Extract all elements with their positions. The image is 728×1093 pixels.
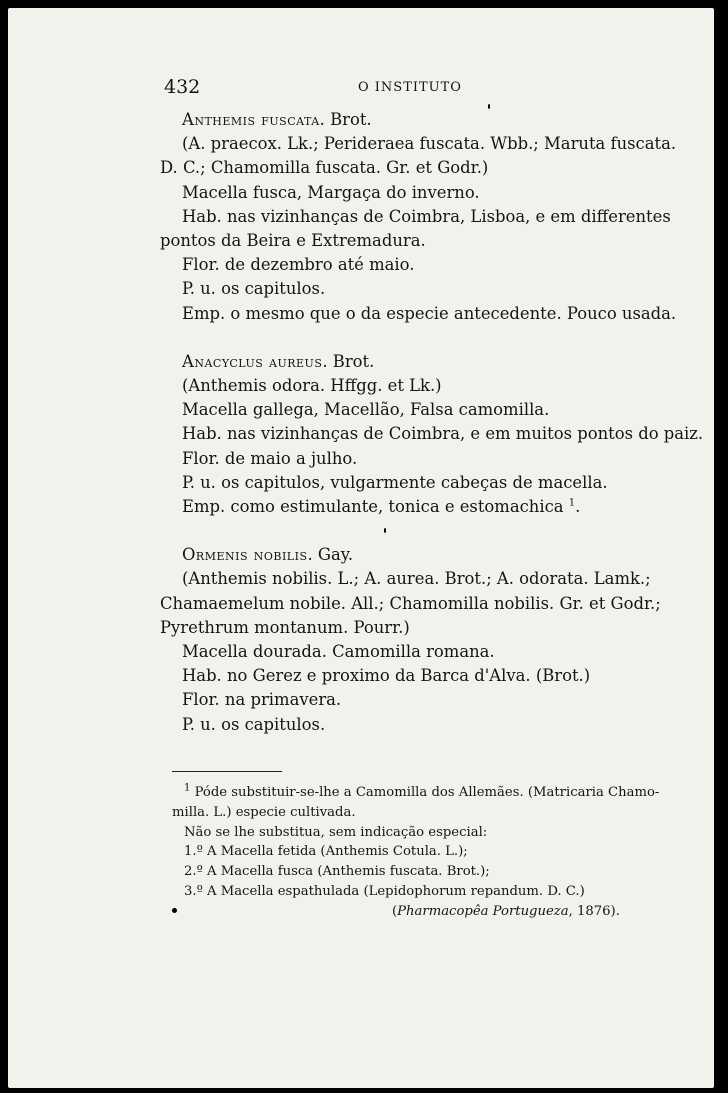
parts-used-line: P. u. os capitulos, vulgarmente cabeças de macella. <box>182 472 608 492</box>
flowering-line: Flor. na primavera. <box>182 690 342 710</box>
footnote-divider <box>172 771 282 772</box>
scan-speck <box>384 528 386 533</box>
footnote-line <box>172 782 660 803</box>
entry-heading <box>160 543 646 567</box>
species-name: Anthemis fuscata <box>182 110 320 129</box>
species-author: . Brot. <box>322 351 375 371</box>
footnote-item: 2.º A Macella fusca (Anthemis fuscata. Brot.); <box>184 864 490 880</box>
parts-used-line: P. u. os capitulos. <box>182 714 326 734</box>
footnotes <box>172 782 660 922</box>
habitat-line: Hab. nas vizinhanças de Coimbra, Lisboa, e em differentes <box>182 206 671 226</box>
source-year: , 1876). <box>568 903 620 919</box>
species-author: . Brot. <box>319 110 372 129</box>
footnote-item: 1.º A Macella fetida (Anthemis Cotula. L.); <box>184 844 468 860</box>
running-title: O INSTITUTO <box>358 80 462 95</box>
page-header <box>8 72 714 102</box>
source-title: Pharmacopêa Portugueza <box>397 903 569 919</box>
scan-speck <box>172 908 177 913</box>
species-name: Ormenis nobilis <box>182 545 308 565</box>
usage-line: Emp. o mesmo que o da especie antecedente. Pouco usada. <box>182 303 677 323</box>
common-names: Macella gallega, Macellão, Falsa camomilla. <box>182 400 550 420</box>
flowering-line: Flor. de maio a julho. <box>182 448 358 468</box>
footnote-line: milla. L.) especie cultivada. <box>172 804 356 820</box>
habitat-line: Hab. no Gerez e proximo da Barca d'Alva. (Brot.) <box>182 666 591 686</box>
usage-end: . <box>575 497 581 517</box>
footnote-line: Não se lhe substitua, sem indicação especial: <box>184 824 488 840</box>
habitat-line: Hab. nas vizinhanças de Coimbra, e em muitos pontos do paiz. <box>182 424 704 444</box>
synonyms-line: D. C.; Chamomilla fuscata. Gr. et Godr.) <box>160 158 489 178</box>
entry-heading <box>160 350 646 374</box>
entry-heading <box>160 108 646 132</box>
main-text <box>160 108 704 737</box>
species-author: . Gay. <box>307 545 354 565</box>
species-name: Anacyclus aureus <box>182 351 323 371</box>
usage-text: Emp. como estimulante, tonica e estomachica <box>182 497 564 517</box>
document-page <box>8 8 714 1088</box>
parts-used-line: P. u. os capitulos. <box>182 279 326 299</box>
synonyms-line: (A. praecox. Lk.; Perideraea fuscata. Wbb.; Maruta fuscata. <box>182 134 677 154</box>
common-names: Macella dourada. Camomilla romana. <box>182 642 495 662</box>
habitat-line: pontos da Beira e Extremadura. <box>160 231 426 251</box>
footnote-marker: 1 <box>184 782 191 794</box>
synonyms-line: Chamaemelum nobile. All.; Chamomilla nobilis. Gr. et Godr.; <box>160 593 661 613</box>
synonyms-line: (Anthemis nobilis. L.; A. aurea. Brot.; A. odorata. Lamk.; <box>182 569 651 589</box>
footnote-ref: 1 <box>568 497 576 509</box>
scan-speck <box>488 104 490 109</box>
footnote-source: (Pharmacopêa Portugueza, 1876). <box>392 903 620 919</box>
usage-line <box>160 495 646 519</box>
synonyms-line: (Anthemis odora. Hffgg. et Lk.) <box>182 376 442 396</box>
flowering-line: Flor. de dezembro até maio. <box>182 255 415 275</box>
common-names: Macella fusca, Margaça do inverno. <box>182 182 480 202</box>
footnote-text: Póde substituir-se-lhe a Camomilla dos Allemães. (Matricaria Chamo- <box>194 785 660 800</box>
synonyms-line: Pyrethrum montanum. Pourr.) <box>160 617 410 637</box>
page-number: 432 <box>164 76 201 98</box>
footnote-item: 3.º A Macella espathulada (Lepidophorum repandum. D. C.) <box>184 883 585 899</box>
